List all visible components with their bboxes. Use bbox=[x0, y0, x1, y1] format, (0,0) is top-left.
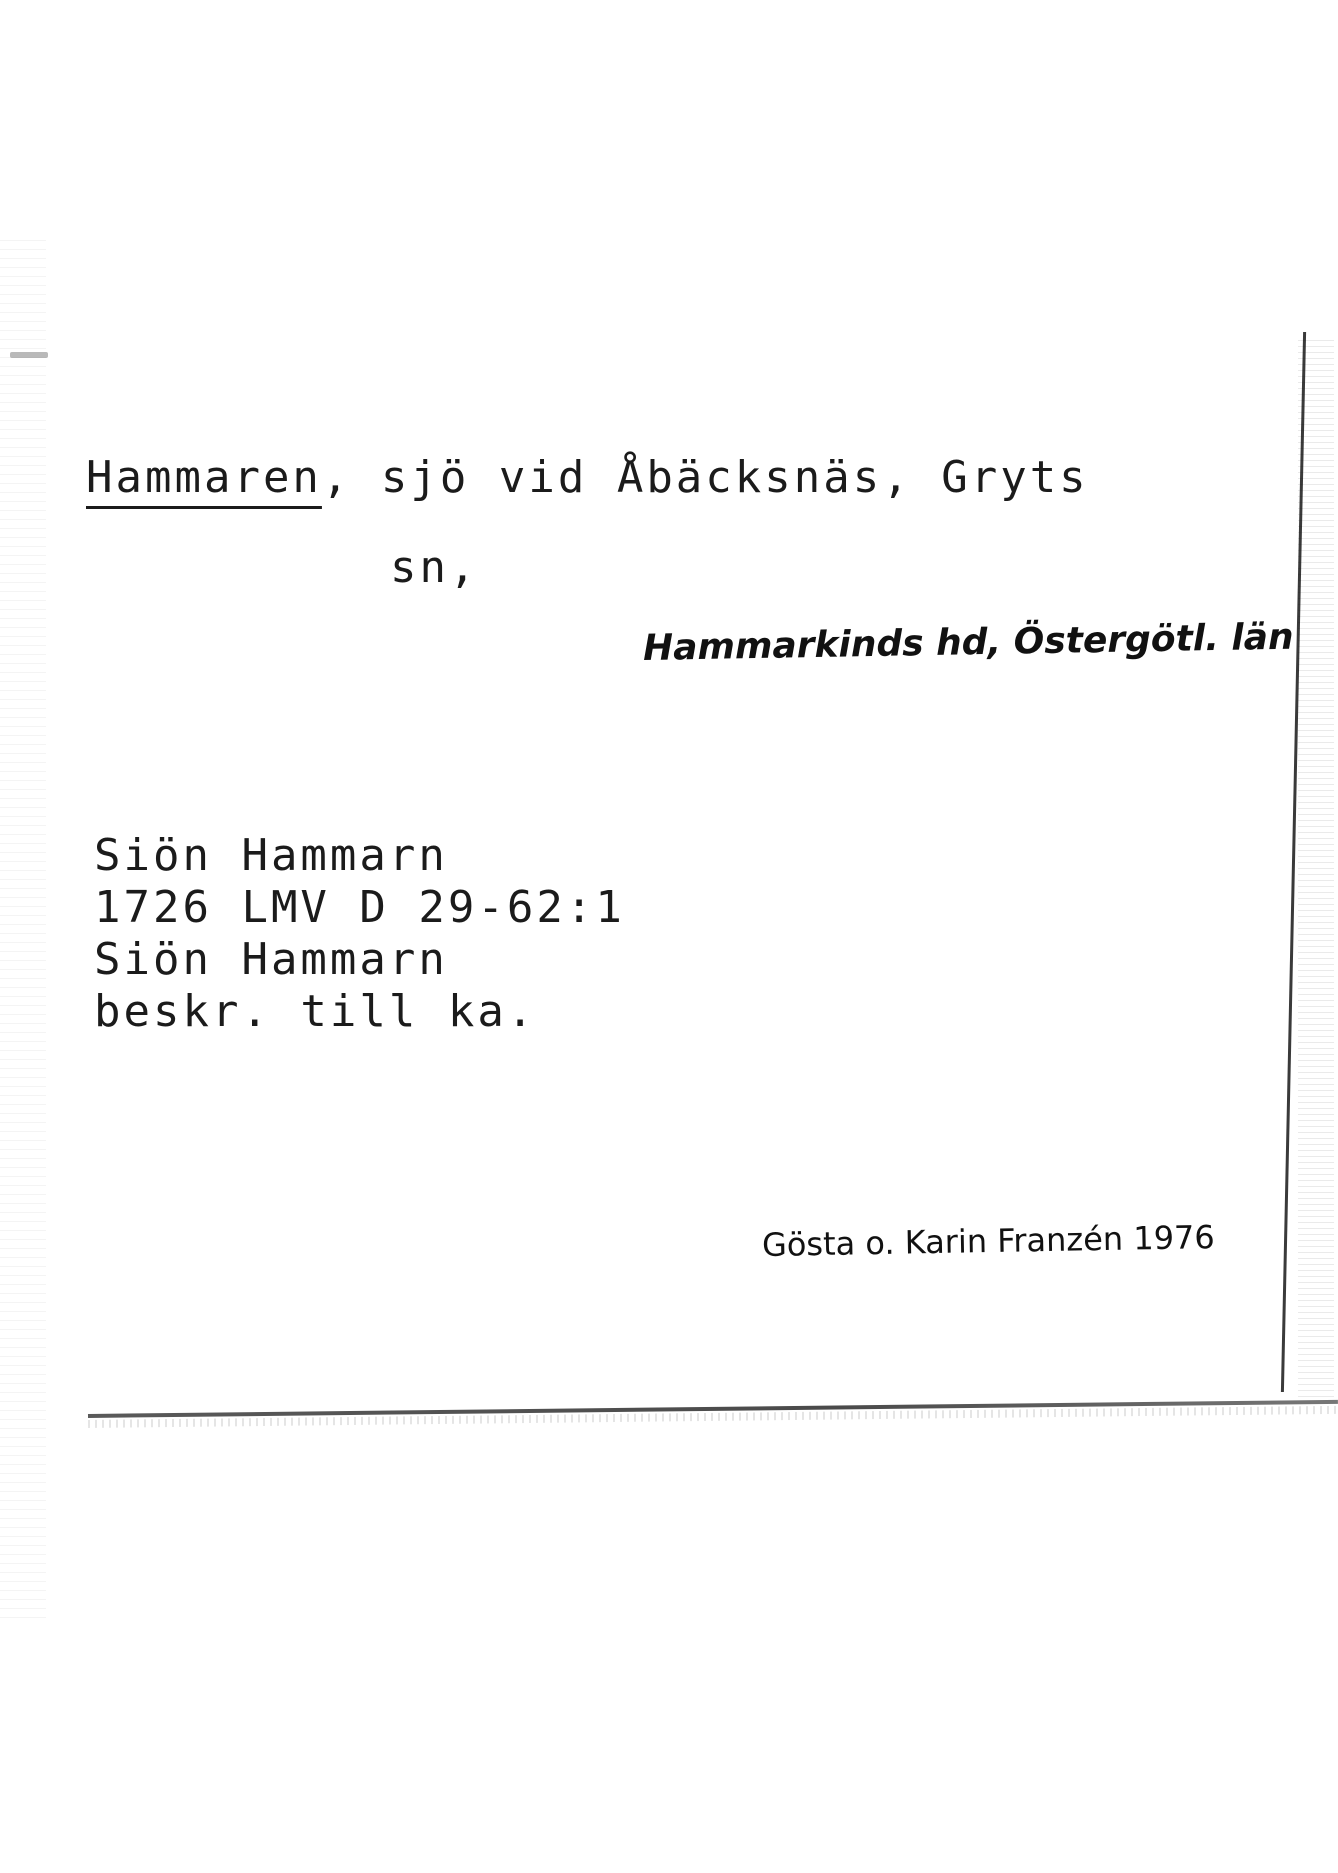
card-right-shadow bbox=[1298, 340, 1334, 1400]
source-line-4: beskr. till ka. bbox=[94, 986, 537, 1037]
entry-title-line bbox=[86, 452, 1089, 503]
region-stamp: Hammarkinds hd, Östergötl. län bbox=[642, 616, 1294, 669]
credit-stamp: Gösta o. Karin Franzén 1976 bbox=[761, 1218, 1216, 1264]
entry-description: , sjö vid Åbäcksnäs, Gryts bbox=[321, 452, 1089, 503]
scan-edge-noise bbox=[0, 240, 46, 1620]
source-line-1: Siön Hammarn bbox=[94, 830, 448, 881]
entry-parish-suffix: sn, bbox=[390, 542, 479, 593]
scan-mark bbox=[10, 352, 48, 358]
headword: Hammaren bbox=[86, 452, 322, 503]
source-line-2: 1726 LMV D 29-62:1 bbox=[94, 882, 625, 933]
source-line-3: Siön Hammarn bbox=[94, 934, 448, 985]
